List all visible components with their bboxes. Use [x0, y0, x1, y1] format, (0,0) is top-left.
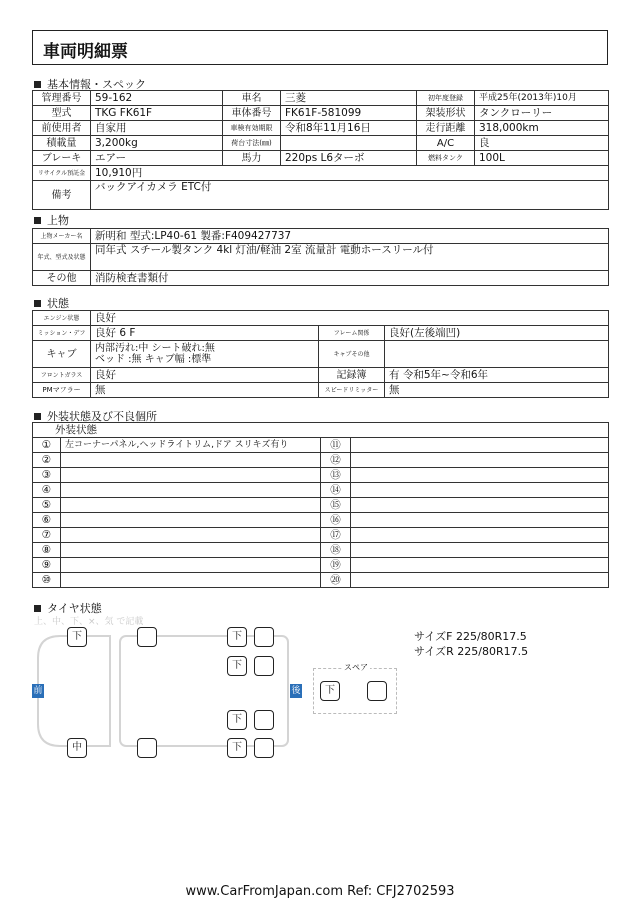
value-cell: エアー: [91, 151, 223, 166]
table-row: [33, 311, 609, 326]
cab-value: [91, 341, 319, 368]
label-cell: 荷台寸法(㎜): [223, 136, 281, 151]
num-cell: ⑰: [321, 528, 351, 543]
tire-legend: 上、中、下、×、気 で記載: [34, 617, 144, 627]
table-row: [33, 453, 609, 468]
mission-value: 良好 6 F: [91, 326, 319, 341]
front-tag: 前: [33, 686, 43, 696]
value-cell: 220ps L6ターボ: [281, 151, 417, 166]
defect-cell: [351, 573, 609, 588]
defect-cell: 左コーナーパネル,ヘッドライトリム,ドア スリキズ有り: [61, 438, 321, 453]
defect-cell: [61, 558, 321, 573]
pm-value: 無: [91, 383, 319, 398]
defect-cell: [61, 483, 321, 498]
label-cell: 走行距離: [417, 121, 475, 136]
remarks-label: 備考: [33, 181, 91, 210]
defect-cell: [61, 453, 321, 468]
value-cell: 良: [475, 136, 609, 151]
defect-cell: [351, 528, 609, 543]
table-row: [33, 483, 609, 498]
condition-table: [32, 310, 609, 398]
label-cell: 車名: [223, 91, 281, 106]
label-cell: 燃料タンク: [417, 151, 475, 166]
section-tire-heading: タイヤ状態: [34, 600, 102, 616]
value-cell: 3,200kg: [91, 136, 223, 151]
other-value: 消防検査書類付: [91, 271, 609, 286]
tire-spare-a[interactable]: 下: [320, 681, 340, 701]
value-cell: 三菱: [281, 91, 417, 106]
table-row: [33, 558, 609, 573]
frame-value: 良好(左後端凹): [385, 326, 609, 341]
tire-rear2-outer[interactable]: 下: [227, 656, 247, 676]
glass-label: フロントガラス: [33, 368, 91, 383]
defect-cell: [61, 468, 321, 483]
tire-size-front: サイズF 225/80R17.5: [414, 630, 527, 643]
value-cell: TKG FK61F: [91, 106, 223, 121]
table-row: [33, 438, 609, 453]
table-row: [33, 528, 609, 543]
label-cell: 積載量: [33, 136, 91, 151]
limiter-label: スピードリミッター: [319, 383, 385, 398]
table-row: [33, 383, 609, 398]
tire-rear2-inner[interactable]: [254, 656, 274, 676]
table-row: [33, 244, 609, 271]
value-cell: FK61F-581099: [281, 106, 417, 121]
defect-cell: [61, 498, 321, 513]
value-cell: 100L: [475, 151, 609, 166]
defect-cell: [351, 558, 609, 573]
defect-cell: [351, 498, 609, 513]
rear-tag: 後: [291, 686, 301, 696]
num-cell: ⑩: [33, 573, 61, 588]
footer-reference: www.CarFromJapan.com Ref: CFJ2702593: [185, 884, 455, 899]
table-row: [33, 229, 609, 244]
bullet-square-icon: [34, 300, 41, 307]
cab-line2: ベッド :無 キャブ幅 :標準: [95, 354, 212, 365]
exterior-rows: [33, 438, 609, 588]
label-cell: 車検有効期限: [223, 121, 281, 136]
record-label: 記録簿: [319, 368, 385, 383]
table-row: [33, 368, 609, 383]
tire-front-right[interactable]: 中: [67, 738, 87, 758]
spare-label: スペア: [344, 663, 368, 672]
num-cell: ③: [33, 468, 61, 483]
table-row: [33, 326, 609, 341]
table-row: [33, 498, 609, 513]
value-cell: [281, 136, 417, 151]
value-cell: タンクローリー: [475, 106, 609, 121]
value-cell: 自家用: [91, 121, 223, 136]
table-row: [33, 341, 609, 368]
table-row: [33, 543, 609, 558]
defect-cell: [351, 438, 609, 453]
table-row: [33, 106, 609, 121]
tire-mid-left[interactable]: [137, 627, 157, 647]
bullet-square-icon: [34, 605, 41, 612]
value-cell: 令和8年11月16日: [281, 121, 417, 136]
glass-value: 良好: [91, 368, 319, 383]
defect-cell: [351, 543, 609, 558]
defect-cell: [351, 483, 609, 498]
table-row: [33, 271, 609, 286]
pm-label: PMマフラー: [33, 383, 91, 398]
table-row: [33, 181, 609, 210]
tire-rear1-outer[interactable]: 下: [227, 627, 247, 647]
defect-cell: [61, 543, 321, 558]
num-cell: ⑧: [33, 543, 61, 558]
defect-cell: [61, 513, 321, 528]
section-condition-heading: 状態: [34, 295, 69, 311]
tire-mid-right[interactable]: [137, 738, 157, 758]
num-cell: ⑨: [33, 558, 61, 573]
num-cell: ⑳: [321, 573, 351, 588]
recycle-label: リサイクル預託金: [33, 166, 91, 181]
label-cell: 管理番号: [33, 91, 91, 106]
num-cell: ②: [33, 453, 61, 468]
exterior-table: [32, 422, 609, 588]
label-cell: 馬力: [223, 151, 281, 166]
cab-label: キャブ: [33, 341, 91, 368]
section-body-heading: 上物: [34, 212, 69, 228]
label-cell: 架装形状: [417, 106, 475, 121]
num-cell: ⑭: [321, 483, 351, 498]
table-row: [33, 468, 609, 483]
defect-cell: [351, 513, 609, 528]
label-cell: 型式: [33, 106, 91, 121]
section-exterior-heading: 外装状態及び不良個所: [34, 408, 157, 424]
defect-cell: [61, 528, 321, 543]
table-row: [33, 121, 609, 136]
value-cell: 318,000km: [475, 121, 609, 136]
engine-value: 良好: [91, 311, 609, 326]
num-cell: ⑬: [321, 468, 351, 483]
maker-value: 新明和 型式:LP40-61 製番:F409427737: [91, 229, 609, 244]
bullet-square-icon: [34, 217, 41, 224]
cab-other-label: キャブその他: [319, 341, 385, 368]
cab-other-value: [385, 341, 609, 368]
limiter-value: 無: [385, 383, 609, 398]
exterior-sub-heading: 外装状態: [33, 423, 609, 438]
defect-cell: [351, 453, 609, 468]
label-cell: ブレーキ: [33, 151, 91, 166]
label-cell: 初年度登録: [417, 91, 475, 106]
frame-label: フレーム関係: [319, 326, 385, 341]
table-row: [33, 136, 609, 151]
num-cell: ⑥: [33, 513, 61, 528]
body-table: [32, 228, 609, 286]
table-row: [33, 166, 609, 181]
num-cell: ⑦: [33, 528, 61, 543]
tire-rear4-inner[interactable]: [254, 738, 274, 758]
cab-line1: 内部汚れ:中 シート破れ:無: [95, 343, 215, 354]
title-box: [32, 30, 608, 65]
defect-cell: [351, 468, 609, 483]
page-title: 車両明細票: [43, 42, 128, 62]
spec-value: 同年式 スチール製タンク 4kl 灯油/軽油 2室 流量計 電動ホースリール付: [91, 244, 609, 271]
table-row: [33, 513, 609, 528]
maker-label: 上物メーカー名: [33, 229, 91, 244]
label-cell: A/C: [417, 136, 475, 151]
defect-cell: [61, 573, 321, 588]
tire-front-left[interactable]: 下: [67, 627, 87, 647]
num-cell: ①: [33, 438, 61, 453]
other-label: その他: [33, 271, 91, 286]
label-cell: 車体番号: [223, 106, 281, 121]
num-cell: ⑱: [321, 543, 351, 558]
table-row: [33, 91, 609, 106]
table-row: [33, 151, 609, 166]
remarks-value: バックアイカメラ ETC付: [91, 181, 609, 210]
num-cell: ⑯: [321, 513, 351, 528]
section-basic-heading: 基本情報・スペック: [34, 76, 146, 92]
tire-size-rear: サイズR 225/80R17.5: [414, 645, 529, 658]
table-row: [33, 423, 609, 438]
engine-label: エンジン状態: [33, 311, 91, 326]
num-cell: ⑤: [33, 498, 61, 513]
bullet-square-icon: [34, 413, 41, 420]
mission-label: ミッション・デフ: [33, 326, 91, 341]
table-row: [33, 573, 609, 588]
recycle-value: 10,910円: [91, 166, 609, 181]
num-cell: ⑪: [321, 438, 351, 453]
basic-spec-table: [32, 90, 609, 210]
record-value: 有 令和5年~令和6年: [385, 368, 609, 383]
tire-rear3-outer[interactable]: 下: [227, 710, 247, 730]
bullet-square-icon: [34, 81, 41, 88]
num-cell: ⑲: [321, 558, 351, 573]
tire-rear1-inner[interactable]: [254, 627, 274, 647]
tire-rear4-outer[interactable]: 下: [227, 738, 247, 758]
tire-spare-b[interactable]: [367, 681, 387, 701]
label-cell: 前使用者: [33, 121, 91, 136]
tire-rear3-inner[interactable]: [254, 710, 274, 730]
num-cell: ④: [33, 483, 61, 498]
num-cell: ⑫: [321, 453, 351, 468]
num-cell: ⑮: [321, 498, 351, 513]
spec-label: 年式、型式及状態: [33, 244, 91, 271]
value-cell: 59-162: [91, 91, 223, 106]
value-cell: 平成25年(2013年)10月: [475, 91, 609, 106]
